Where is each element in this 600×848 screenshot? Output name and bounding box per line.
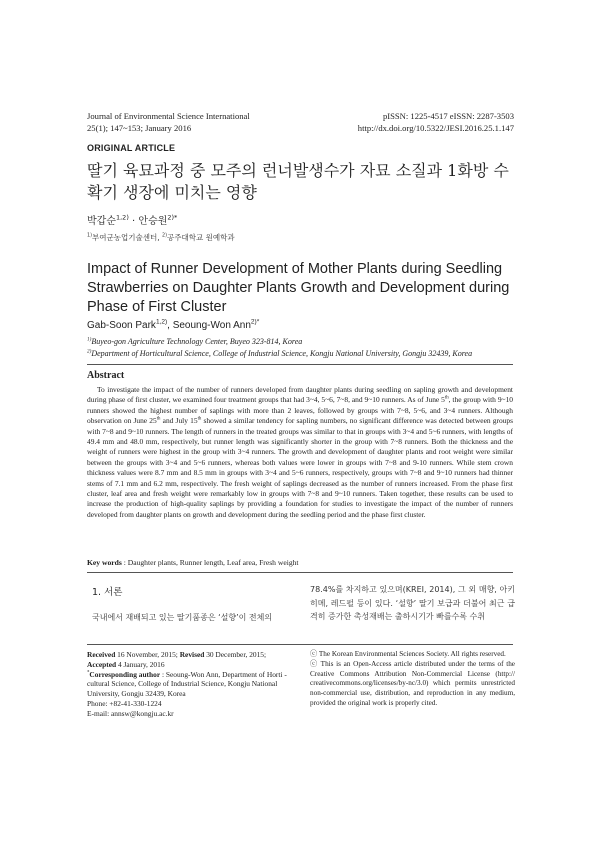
korean-author-2-sup: 2)*: [167, 213, 178, 222]
korean-affiliations: [87, 232, 235, 243]
abstract-top-rule: [87, 364, 513, 365]
accepted-date: 4 January, 2016: [116, 659, 165, 669]
received-date: 16 November, 2015;: [115, 650, 180, 659]
korean-aff-1-sup: 1): [87, 232, 92, 239]
corresponding-text: : Seoung-Won Ann, Department of Horti -cultural Science, College of Industrial Science, Kongju National University, Gongju 32439, Korea: [87, 669, 287, 699]
abstract-body: [87, 385, 513, 520]
journal-citation: 25(1); 147~153; January 2016: [87, 123, 192, 133]
english-author-1-sup: 1,2): [155, 318, 168, 326]
english-aff-1-line: [87, 336, 527, 348]
english-title: Impact of Runner Development of Mother Plants during Seedling Strawberries on Daughter Plants Growth and Development during Phase of First Cluster: [87, 261, 510, 315]
abstract-part-4: showed a similar tendency for sapling numbers, no significant difference was detected between groups with 7~8 and 9~10 runners. The length of runners in the treated groups was similar to that in groups with 3~4 and 5~6 runners, with lengths of 49.4 mm and 48.0 mm, respectively, but runner length was significantly shorter in the group with 7~8 runners. Both the thickness and the weight of runners were highest in the group with 3~4 runners. The growth and development of daughter plants and root weight were similar between the groups with 3~4 and 5~6 runners, whereas both values were lower in groups with 7~8 and 9-10 runners. While stem crown thickness values were 8.7 mm and 8.5 mm in groups with 3~4 and 5~6 runners, respectively, groups with 7~8 and 9~10 runners had thinner stems of 7.1 mm and 6.2 mm, respectively. The fresh weight of saplings decreased as the number of runners increased. From the phase first cluster, leaf area and fresh weight were remarkably low in groups with 7~8 and 9~10 runners. Taken together, these results can be used to increase the production of high-quality saplings by providing a foundation for studies to investigate the impact of the number of runners developed from daughter plants on growth and development during the seedling period and the phase first cluster.: [87, 416, 514, 519]
phone: Phone: +82-41-330-1224: [87, 698, 162, 708]
journal-ids: [358, 110, 514, 134]
corresponding-author: *Corresponding author : Seoung-Won Ann, Department of Horti -cultural Science, College of Industrial Science, Kongju National University, Gongju 32439, Korea: [87, 669, 287, 699]
copyright: ⓒ The Korean Environmental Sciences Society. All rights reserved.: [310, 650, 506, 658]
license: ⓒ This is an Open-Access article distributed under the terms of the Creative Commons Attribution Non-Commercial License (http:// creativecommons.org/licenses/by-nc/3.0) which permits unrestricted non-commercial use, distribution, and reproduction in any medium, provided the original work is properly cited.: [310, 659, 515, 707]
received-label: Received: [87, 650, 116, 659]
english-author-2-sup: 2)*: [250, 318, 260, 326]
footnote-rule: [87, 644, 513, 645]
abstract-heading: Abstract: [87, 370, 125, 381]
korean-author-2: 안승원: [138, 216, 168, 227]
english-aff-2-line: [87, 348, 527, 360]
intro-left-column: 국내에서 재배되고 있는 딸기품종은 ‘설향’이 전체의: [92, 613, 273, 622]
english-aff-2-sup: 2): [87, 348, 92, 355]
received-line: [87, 650, 297, 660]
english-authors: [87, 320, 259, 331]
abstract-part-1: To investigate the impact of the number of runners developed from daughter plants during seedling on sapling growth and development during phase of first cluster, we examined four treatment groups that had 3~4, 5~6, 7~8, and 9~10 runners. As of June 5: [87, 385, 513, 405]
section-title-intro: 1. 서론: [92, 587, 123, 598]
journal-doi[interactable]: http://dx.doi.org/10.5322/JESI.2016.25.1.147: [357, 123, 514, 133]
keywords: [87, 558, 517, 567]
korean-aff-2-sup: 2): [161, 232, 167, 239]
footnote-left: [87, 650, 297, 719]
journal-name: Journal of Environmental Science International: [87, 111, 250, 121]
revised-label: Revised: [179, 650, 205, 659]
english-aff-1: Buyeo-gon Agriculture Technology Center, Buyeo 323-814, Korea: [91, 337, 303, 346]
revised-date: 30 December, 2015;: [204, 650, 267, 659]
accepted-label: Accepted: [87, 659, 117, 669]
abstract-part-3: and July 15: [160, 416, 198, 426]
korean-author-separator: ·: [128, 216, 139, 227]
abstract-sup-1: th: [444, 395, 449, 401]
abstract-sup-3: th: [197, 416, 202, 422]
english-author-1: Gab-Soon Park: [87, 320, 156, 331]
english-author-separator: ,: [167, 320, 173, 331]
keywords-text: : Daughter plants, Runner length, Leaf area, Fresh weight: [121, 558, 299, 567]
email[interactable]: E-mail: annsw@kongju.ac.kr: [87, 708, 174, 718]
english-aff-2: Department of Horticultural Science, College of Industrial Science, Kongju National University, Gongju 32439, Korea: [91, 349, 473, 358]
abstract-sup-2: th: [156, 416, 161, 422]
article-type: ORIGINAL ARTICLE: [87, 143, 176, 153]
english-author-2: Seoung-Won Ann: [172, 320, 251, 331]
english-affiliations: [87, 336, 527, 360]
footnote-right: [310, 650, 515, 709]
korean-title: 딸기 육묘과정 중 모주의 런너발생수가 자묘 소질과 1화방 수확기 생장에 미치는 영향: [87, 161, 509, 202]
accepted-line: [87, 660, 297, 670]
corresponding-label: Corresponding author: [89, 669, 161, 679]
keywords-label: Key words: [87, 558, 122, 567]
intro-right-column: 78.4%를 차지하고 있으며(KREI, 2014), 그 외 매향, 아키히메, 레드펄 등이 있다. ‘설향’ 딸기 보급과 더불어 최근 급격히 증가한 촉성재배는 출하시기가 빠를수록 수취: [310, 585, 515, 621]
journal-info: [87, 110, 250, 134]
korean-authors: [87, 212, 177, 227]
keywords-bottom-rule: [87, 572, 513, 573]
korean-author-1-sup: 1,2): [115, 213, 129, 222]
korean-aff-2: 공주대학교 원예학과: [166, 233, 235, 242]
korean-author-1: 박갑순: [87, 216, 116, 227]
english-aff-1-sup: 1): [87, 336, 92, 343]
abstract-part-2: , the group with 9~10 runners showed the highest number of saplings with more than 2 leaves, followed by groups with 7~8, 5~6, and 3~4 runners. Although observation on June 25: [87, 395, 514, 426]
korean-aff-1: 부여군농업기술센터,: [92, 233, 162, 242]
journal-issn: pISSN: 1225-4517 eISSN: 2287-3503: [382, 111, 514, 121]
